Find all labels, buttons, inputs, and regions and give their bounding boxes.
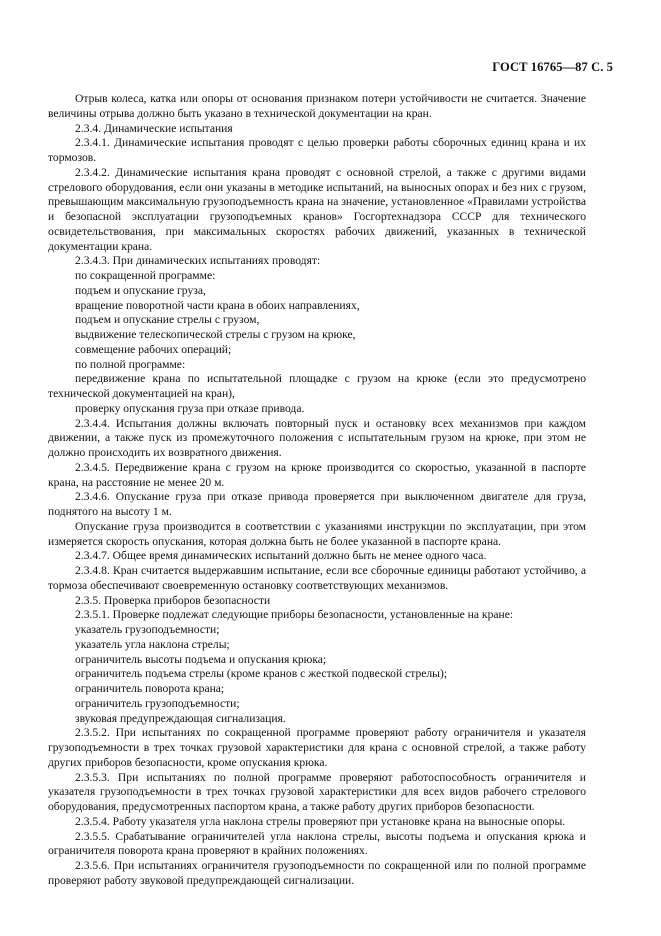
paragraph: по полной программе: — [75, 357, 186, 371]
paragraph: 2.3.5. Проверка приборов безопасности — [75, 593, 271, 607]
paragraph: совмещение рабочих операций; — [75, 342, 232, 356]
paragraph: 2.3.4.8. Кран считается выдержавшим испытание, если все сборочные единицы работают устойчиво, а тормоза обеспечивают своевременную остановку соответствующих механизмов. — [48, 564, 586, 592]
paragraph: 2.3.5.5. Срабатывание ограничителей угла наклона стрелы, высоты подъема и опускания крюка и ограничителя поворота крана проверяют в крайних положениях. — [48, 829, 586, 858]
paragraph: 2.3.5.6. При испытаниях ограничителя грузоподъемности по сокращенной или по полной программе проверяют работу звуковой предупреждающей сигнализации. — [48, 859, 586, 887]
paragraph: ограничитель поворота крана; — [75, 682, 225, 695]
paragraph: вращение поворотной части крана в обоих направлениях, — [75, 298, 360, 312]
paragraph: 2.3.5.1. Проверке подлежат следующие приборы безопасности, установленные на кране: — [75, 608, 514, 622]
paragraph: подъем и опускание груза, — [75, 283, 206, 297]
paragraph: 2.3.4.6. Опускание груза при отказе привода проверяется при выключенном двигателе для груза, поднятого на высоту 1 м. — [48, 490, 586, 518]
paragraph: 2.3.4.2. Динамические испытания крана проводят с основной стрелой, а также с другими видами стрелового оборудования, если они указаны в методике испытаний, на выносных опорах и без них с грузом, превышающим максимальную грузоподъемность крана на значение, установленное «Правилами устройства и безопасной эксплуатации грузоподъемных кранов» Госгортехнадзора СССР для технического освидетельствования, при максимальных скоростях рабочих движений, указанных в технической документации крана. — [48, 165, 586, 253]
paragraph: Опускание груза производится в соответствии с указаниями инструкции по эксплуатации, при этом измеряется скорость опускания, которая должна быть не более указанной в паспорте крана. — [48, 519, 586, 548]
paragraph: 2.3.5.3. При испытаниях по полной программе проверяют работоспособность ограничителя и указателя грузоподъемности в трех точках грузовой характеристики для всех видов рабочего стрелового оборудования, предусмотренных паспортом крана, а также работу других приборов безопасности. — [48, 770, 586, 813]
paragraph: звуковая предупреждающая сигнализация. — [75, 711, 286, 725]
paragraph: 2.3.4.1. Динамические испытания проводят с целью проверки работы сборочных единиц крана и их тормозов. — [48, 136, 586, 164]
paragraph: Отрыв колеса, катка или опоры от основания признаком потери устойчивости не считается. Значение величины отрыва должно быть указано в технической документации на кран. — [48, 92, 586, 120]
paragraph: 2.3.5.4. Работу указателя угла наклона стрелы проверяют при установке крана на выносные опоры. — [75, 814, 566, 828]
paragraph: передвижение крана по испытательной площадке с грузом на крюке (если это предусмотрено технической документацией на кран), — [48, 372, 586, 400]
paragraph: 2.3.4.7. Общее время динамических испытаний должно быть не менее одного часа. — [75, 549, 487, 563]
paragraph: указатель грузоподъемности; — [75, 623, 220, 636]
page-header: ГОСТ 16765—87 С. 5 — [492, 60, 613, 74]
paragraph: 2.3.4.3. При динамических испытаниях проводят: — [75, 254, 321, 268]
paragraph: ограничитель грузоподъемности; — [75, 696, 240, 710]
paragraph: по сокращенной программе: — [75, 269, 216, 282]
paragraph: 2.3.4. Динамические испытания — [75, 121, 233, 135]
paragraph: указатель угла наклона стрелы; — [75, 637, 230, 651]
paragraph: ограничитель высоты подъема и опускания крюка; — [75, 652, 327, 666]
paragraph: 2.3.5.2. При испытаниях по сокращенной программе проверяют работу ограничителя и указателя грузоподъемности в трех точках грузовой характеристики для крана с основной стрелой, а также работу других приборов безопасности, кроме опускания крюка. — [48, 726, 586, 769]
paragraph: выдвижение телескопической стрелы с грузом на крюке, — [75, 328, 356, 341]
paragraph: проверку опускания груза при отказе привода. — [75, 401, 305, 415]
paragraph: подъем и опускание стрелы с грузом, — [75, 313, 260, 327]
document-body — [48, 92, 586, 889]
paragraph: 2.3.4.4. Испытания должны включать повторный пуск и остановку всех механизмов при каждом движении, а также пуск из промежуточного положения с испытательным грузом на крюке, при этом не должно происходить их возвратного движения. — [48, 416, 586, 459]
paragraph: ограничитель подъема стрелы (кроме кранов с жесткой подвеской стрелы); — [75, 667, 448, 681]
paragraph: 2.3.4.5. Передвижение крана с грузом на крюке производится со скоростью, указанной в паспорте крана, на расстояние не менее 20 м. — [48, 460, 586, 489]
